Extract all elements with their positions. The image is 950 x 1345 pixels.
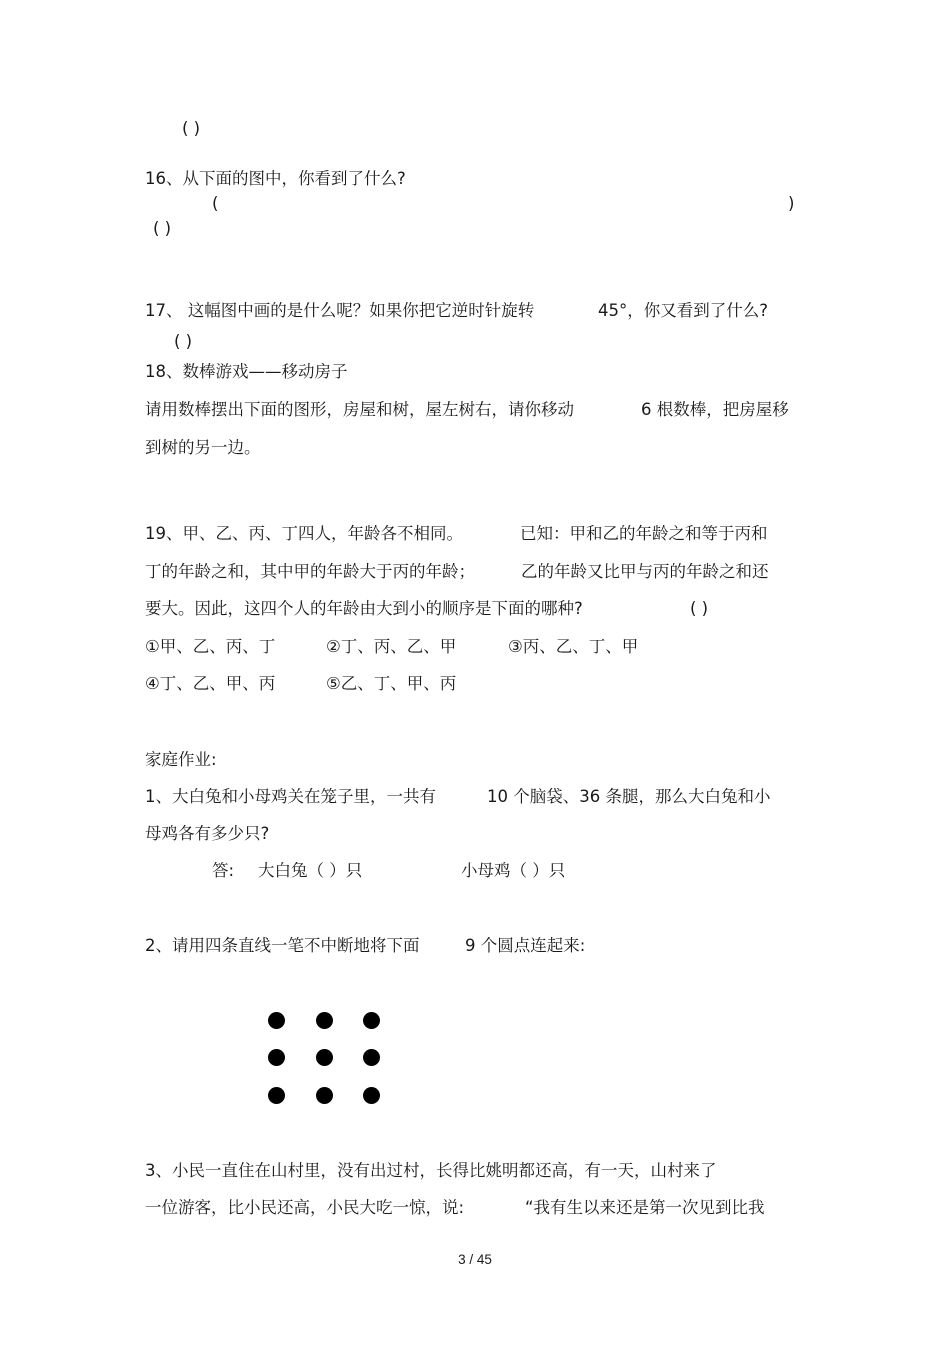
q18-body-part-b: 6 根数棒，把房屋移 (641, 400, 789, 419)
dot (316, 1012, 333, 1029)
q19-answer-blank: ( ) (690, 599, 709, 618)
dot (268, 1087, 285, 1104)
dot (268, 1049, 285, 1066)
q19-line1-part-a: 19、甲、乙、丙、丁四人，年龄各不相同。 (145, 524, 463, 543)
q19-option: ⑤乙、丁、甲、丙 (326, 674, 457, 693)
hw1-line1-part-b: 10 个脑袋、36 条腿，那么大白兔和小 (487, 787, 771, 806)
hw3-line2-part-b: “我有生以来还是第一次见到比我 (525, 1198, 765, 1217)
q18-body-part-a: 请用数棒摆出下面的图形，房屋和树，屋左树右，请你移动 (145, 400, 574, 419)
dot (268, 1012, 285, 1029)
q17-title-part-b: 45°，你又看到了什么? (598, 301, 769, 320)
q19-option: ②丁、丙、乙、甲 (326, 637, 457, 656)
homework-heading: 家庭作业: (145, 750, 217, 769)
q17-answer-blank: ( ) (174, 332, 193, 351)
q16-title: 16、从下面的图中，你看到了什么? (145, 169, 406, 188)
hw1-line2: 母鸡各有多少只? (145, 824, 270, 843)
hw1-line1-part-a: 1、大白兔和小母鸡关在笼子里，一共有 (145, 787, 436, 806)
q18-body-part-c: 到树的另一边。 (145, 438, 261, 457)
dot (363, 1012, 380, 1029)
nine-dot-grid (268, 1012, 384, 1104)
q19-option: ①甲、乙、丙、丁 (145, 637, 276, 656)
hw3-line1: 3、小民一直住在山村里，没有出过村，长得比姚明都还高，有一天，山村来了 (145, 1161, 717, 1180)
page-number: 3 / 45 (458, 1252, 492, 1267)
q16-blank-b: ( ) (153, 219, 172, 238)
hw2-title-part-b: 9 个圆点连起来: (465, 936, 586, 955)
hw2-title-part-a: 2、请用四条直线一笔不中断地将下面 (145, 936, 420, 955)
hw3-line2-part-a: 一位游客，比小民还高，小民大吃一惊，说: (145, 1198, 465, 1217)
q19-line1-part-b: 已知：甲和乙的年龄之和等于丙和 (520, 524, 768, 543)
q16-blank-a-open: ( (212, 194, 219, 213)
dot (363, 1049, 380, 1066)
q15-answer-blank: ( ) (182, 119, 201, 138)
q19-option: ③丙、乙、丁、甲 (508, 637, 639, 656)
q17-title-part-a: 17、 这幅图中画的是什么呢？如果你把它逆时针旋转 (145, 301, 535, 320)
q19-option: ④丁、乙、甲、丙 (145, 674, 276, 693)
q19-line2-part-b: 乙的年龄又比甲与丙的年龄之和还 (521, 562, 769, 581)
dot (316, 1087, 333, 1104)
q19-line2-part-a: 丁的年龄之和，其中甲的年龄大于丙的年龄； (145, 562, 475, 581)
hw1-answer-label: 答: (212, 861, 235, 880)
hw1-rabbit-blank: 大白兔（ ）只 (258, 861, 363, 880)
q19-line3: 要大。因此，这四个人的年龄由大到小的顺序是下面的哪种? (145, 599, 583, 618)
dot (316, 1049, 333, 1066)
q16-blank-a-close: ) (788, 194, 795, 213)
q18-title: 18、数棒游戏——移动房子 (145, 362, 348, 381)
dot (363, 1087, 380, 1104)
hw1-hen-blank: 小母鸡（ ）只 (461, 861, 566, 880)
